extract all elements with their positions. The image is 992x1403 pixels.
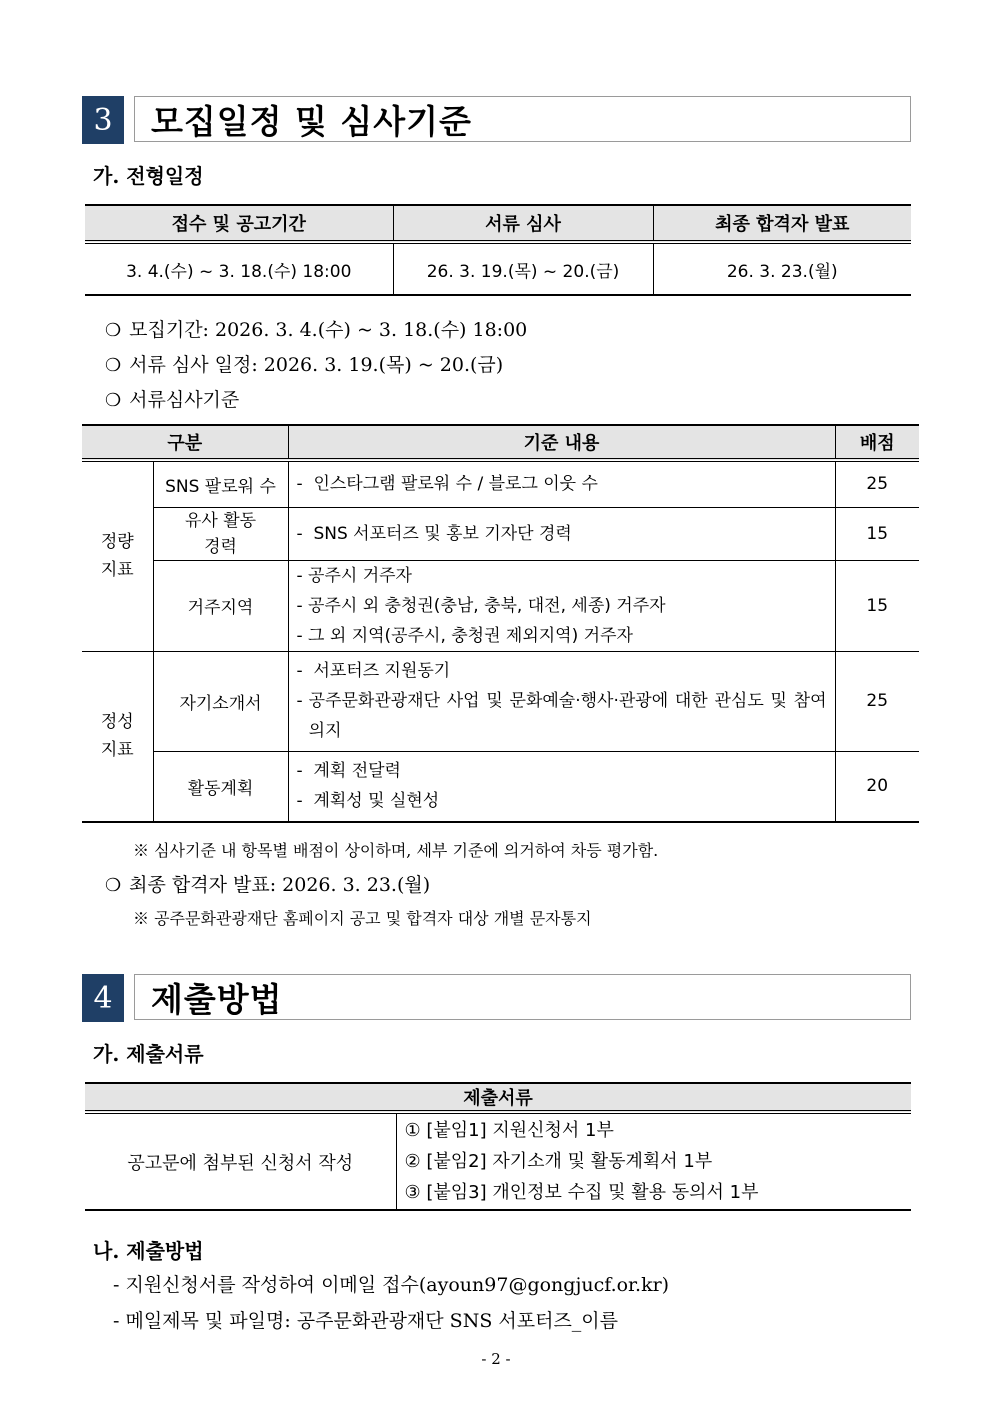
criteria-header: 기준 내용 <box>288 425 835 460</box>
criteria-item-name: SNS 팔로워 수 <box>153 460 288 507</box>
criteria-table <box>82 424 919 823</box>
criteria-line: - SNS 서포터즈 및 홍보 기자단 경력 <box>296 523 572 544</box>
criteria-item-name: 유사 활동 경력 <box>153 507 288 560</box>
bullet-mark: ❍ <box>105 390 122 411</box>
criteria-score: 15 <box>835 560 919 651</box>
schedule-value: 26. 3. 23.(월) <box>653 242 911 295</box>
section-title: 제출방법 <box>134 974 911 1020</box>
documents-list <box>396 1112 911 1210</box>
criteria-score: 20 <box>835 751 919 822</box>
criteria-content <box>288 651 835 751</box>
schedule-header: 최종 합격자 발표 <box>653 205 911 242</box>
criteria-item-name: 거주지역 <box>153 560 288 651</box>
criteria-content <box>288 460 835 507</box>
criteria-header: 구분 <box>82 425 288 460</box>
document-item: ① [붙임1] 지원신청서 1부 <box>404 1120 614 1141</box>
document-item: ② [붙임2] 자기소개 및 활동계획서 1부 <box>404 1151 713 1172</box>
criteria-line: - 그 외 지역(공주시, 충청권 제외지역) 거주자 <box>296 625 633 646</box>
schedule-table <box>85 204 911 296</box>
section-number: 3 <box>82 96 124 144</box>
method-line: - 지원신청서를 작성하여 이메일 접수(ayoun97@gongjucf.or.kr) <box>113 1274 670 1296</box>
bullet-mark: ❍ <box>105 355 122 376</box>
section-number: 4 <box>82 974 124 1022</box>
criteria-score: 15 <box>835 507 919 560</box>
bullet-mark: ❍ <box>105 320 122 341</box>
section-title: 모집일정 및 심사기준 <box>134 96 911 142</box>
schedule-value: 26. 3. 19.(목) ~ 20.(금) <box>393 242 653 295</box>
criteria-header: 배점 <box>835 425 919 460</box>
schedule-header: 접수 및 공고기간 <box>85 205 393 242</box>
subheading-documents: 가. 제출서류 <box>93 1042 204 1066</box>
bullet-review-schedule: ❍ 서류 심사 일정: 2026. 3. 19.(목) ~ 20.(금) <box>105 354 504 376</box>
documents-left-cell: 공고문에 첨부된 신청서 작성 <box>85 1112 396 1210</box>
criteria-score: 25 <box>835 651 919 751</box>
criteria-item-name: 자기소개서 <box>153 651 288 751</box>
criteria-item-name: 활동계획 <box>153 751 288 822</box>
schedule-header: 서류 심사 <box>393 205 653 242</box>
method-line: - 메일제목 및 파일명: 공주문화관광재단 SNS 서포터즈_이름 <box>113 1310 619 1332</box>
bullet-final-announcement: ❍ 최종 합격자 발표: 2026. 3. 23.(월) <box>105 874 431 896</box>
criteria-line: - 공주문화관광재단 사업 및 문화예술·행사·관광에 대한 관심도 및 참여의지 <box>296 691 827 741</box>
page-number: - 2 - <box>481 1350 511 1368</box>
schedule-value: 3. 4.(수) ~ 3. 18.(수) 18:00 <box>85 242 393 295</box>
criteria-score: 25 <box>835 460 919 507</box>
criteria-category: 정성 지표 <box>82 651 153 822</box>
announcement-note: ※ 공주문화관광재단 홈페이지 공고 및 합격자 대상 개별 문자통지 <box>133 909 592 928</box>
criteria-line: - 서포터즈 지원동기 <box>296 661 451 681</box>
documents-header: 제출서류 <box>85 1083 911 1112</box>
criteria-line: - 공주시 외 충청권(충남, 충북, 대전, 세종) 거주자 <box>296 595 666 616</box>
criteria-line: - 인스타그램 팔로워 수 / 블로그 이웃 수 <box>296 474 598 495</box>
criteria-content <box>288 507 835 560</box>
documents-table <box>85 1082 911 1211</box>
criteria-content <box>288 560 835 651</box>
criteria-line: - 계획 전달력 <box>296 761 401 782</box>
bullet-recruit-period: ❍ 모집기간: 2026. 3. 4.(수) ~ 3. 18.(수) 18:00 <box>105 319 528 341</box>
criteria-note: ※ 심사기준 내 항목별 배점이 상이하며, 세부 기준에 의거하여 차등 평가함. <box>133 841 659 860</box>
document-item: ③ [붙임3] 개인정보 수집 및 활용 동의서 1부 <box>404 1182 759 1203</box>
criteria-line: - 계획성 및 실현성 <box>296 791 440 812</box>
criteria-content <box>288 751 835 822</box>
bullet-review-criteria: ❍ 서류심사기준 <box>105 389 240 411</box>
bullet-mark: ❍ <box>105 875 122 896</box>
criteria-line: - 공주시 거주자 <box>296 565 412 586</box>
criteria-category: 정량 지표 <box>82 460 153 651</box>
subheading-method: 나. 제출방법 <box>93 1239 204 1263</box>
subheading-schedule: 가. 전형일정 <box>93 164 204 188</box>
